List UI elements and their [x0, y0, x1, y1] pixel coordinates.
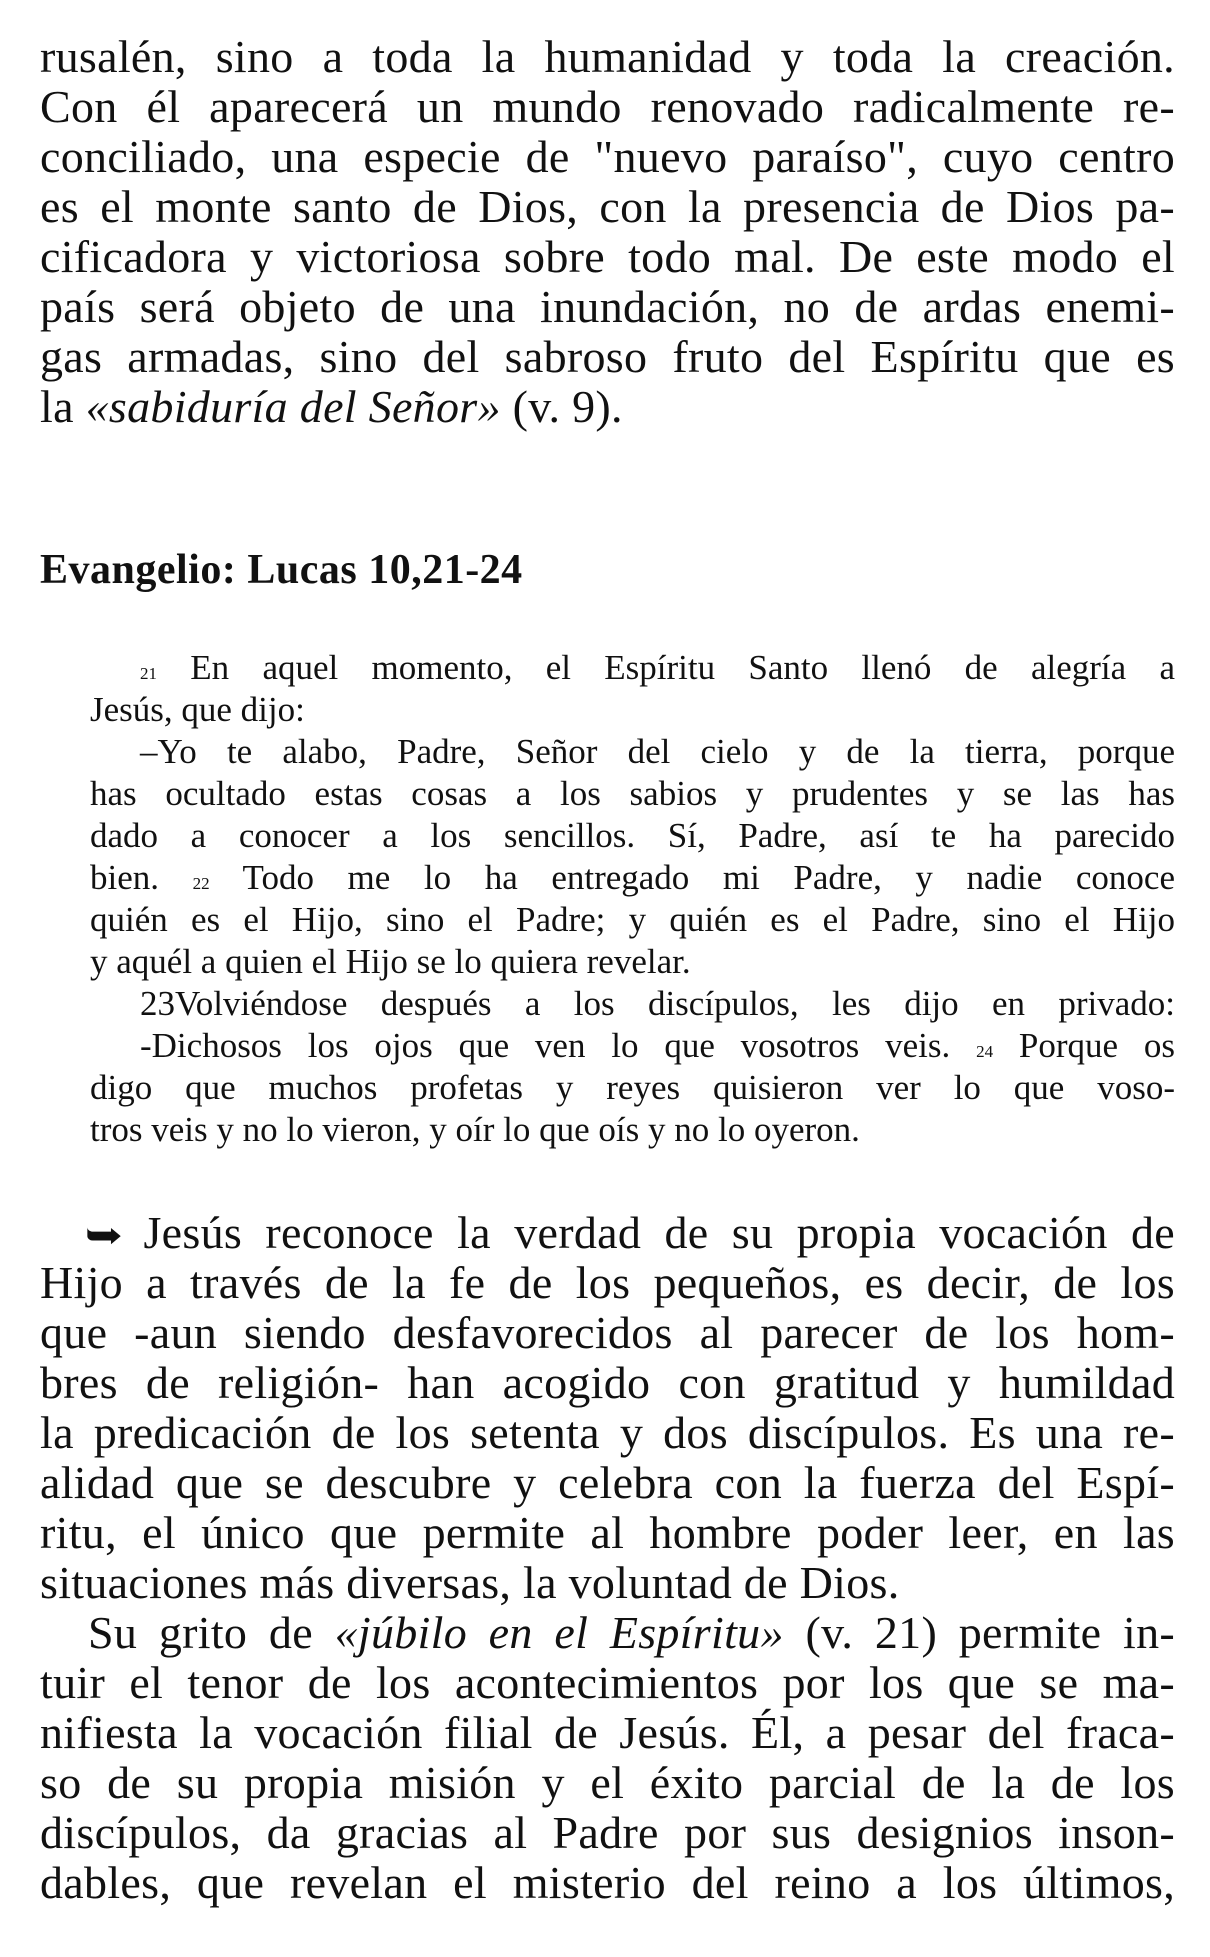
commentary-text: Su grito de [88, 1607, 335, 1658]
gospel-heading: Evangelio: Lucas 10,21-24 [40, 547, 523, 593]
gospel-line-11: digo que muchos profetas y reyes quisieron ver lo que voso- [90, 1068, 1175, 1107]
intro-line-3: conciliado, una especie de "nuevo paraíso", cuyo centro [40, 131, 1175, 182]
commentary-line-7: ritu, el único que permite al hombre poder leer, en las [40, 1507, 1175, 1558]
gospel-line-4: has ocultado estas cosas a los sabios y prudentes y se las has [90, 774, 1175, 813]
gospel-line-5: dado a conocer a los sencillos. Sí, Padre, así te ha parecido [90, 816, 1175, 855]
gospel-line-10 [140, 1026, 1175, 1066]
gospel-text: -Dichosos los ojos que ven lo que vosotros veis. [140, 1026, 977, 1065]
gospel-line-9: 23Volviéndose después a los discípulos, les dijo en privado: [140, 984, 1175, 1023]
gospel-text: En aquel momento, el Espíritu Santo llenó de alegría a [190, 648, 1175, 687]
gospel-line-3: –Yo te alabo, Padre, Señor del cielo y de la tierra, porque [140, 732, 1175, 771]
gospel-text: bien. [90, 858, 193, 897]
intro-last-text: la [40, 381, 86, 432]
intro-line-2: Con él aparecerá un mundo renovado radicalmente re- [40, 81, 1175, 132]
commentary-line-4: bres de religión- han acogido con gratitud y humildad [40, 1357, 1175, 1408]
intro-line-5: cificadora y victoriosa sobre todo mal. De este modo el [40, 231, 1175, 282]
commentary-line-13: discípulos, da gracias al Padre por sus designios inson- [40, 1807, 1175, 1858]
commentary-text: Jesús reconoce la verdad de su propia vocación de [143, 1207, 1175, 1258]
commentary-line-5: la predicación de los setenta y dos discípulos. Es una re- [40, 1407, 1175, 1458]
intro-line-4: es el monte santo de Dios, con la presencia de Dios pa- [40, 181, 1175, 232]
commentary-line-1 [84, 1206, 1175, 1259]
gospel-line-12: tros veis y no lo vieron, y oír lo que oís y no lo oyeron. [90, 1110, 860, 1149]
gospel-line-6 [90, 858, 1175, 898]
gospel-line-2: Jesús, que dijo: [90, 690, 305, 729]
intro-line-1: rusalén, sino a toda la humanidad y toda la creación. [40, 31, 1175, 82]
commentary-line-8: situaciones más diversas, la voluntad de Dios. [40, 1557, 900, 1608]
commentary-line-11: nifiesta la vocación filial de Jesús. Él, a pesar del fraca- [40, 1707, 1175, 1758]
commentary-text: (v. 21) permite in- [783, 1607, 1175, 1658]
commentary-quote: «júbilo en el Espíritu» [334, 1607, 784, 1658]
gospel-line-1 [90, 648, 1175, 688]
commentary-line-10: tuir el tenor de los acontecimientos por los que se ma- [40, 1657, 1175, 1708]
gospel-text: Todo me lo ha entregado mi Padre, y nadie conoce [242, 858, 1175, 897]
commentary-line-9 [88, 1606, 1175, 1659]
gospel-line-8: y aquél a quien el Hijo se lo quiera revelar. [90, 942, 691, 981]
commentary-line-6: alidad que se descubre y celebra con la fuerza del Espí- [40, 1457, 1175, 1508]
commentary-line-12: so de su propia misión y el éxito parcial de la de los [40, 1757, 1175, 1808]
verse-number: 24 [976, 1042, 994, 1061]
intro-verse-ref: (v. 9). [500, 381, 623, 432]
intro-quote: «sabiduría del Señor» [85, 381, 501, 432]
commentary-line-14: dables, que revelan el misterio del reino a los últimos, [40, 1857, 1175, 1908]
gospel-text: Porque os [1018, 1026, 1176, 1065]
right-arrow-icon: ➥ [84, 1215, 124, 1257]
intro-line-7: gas armadas, sino del sabroso fruto del Espíritu que es [40, 331, 1175, 382]
gospel-line-7: quién es el Hijo, sino el Padre; y quién es el Padre, sino el Hijo [90, 900, 1175, 939]
commentary-line-2: Hijo a través de la fe de los pequeños, es decir, de los [40, 1257, 1175, 1308]
verse-number: 21 [140, 664, 157, 683]
verse-number: 22 [192, 874, 210, 893]
commentary-line-3: que -aun siendo desfavorecidos al parecer de los hom- [40, 1307, 1175, 1358]
intro-line-8 [40, 380, 623, 433]
intro-line-6: país será objeto de una inundación, no de ardas enemi- [40, 281, 1175, 332]
